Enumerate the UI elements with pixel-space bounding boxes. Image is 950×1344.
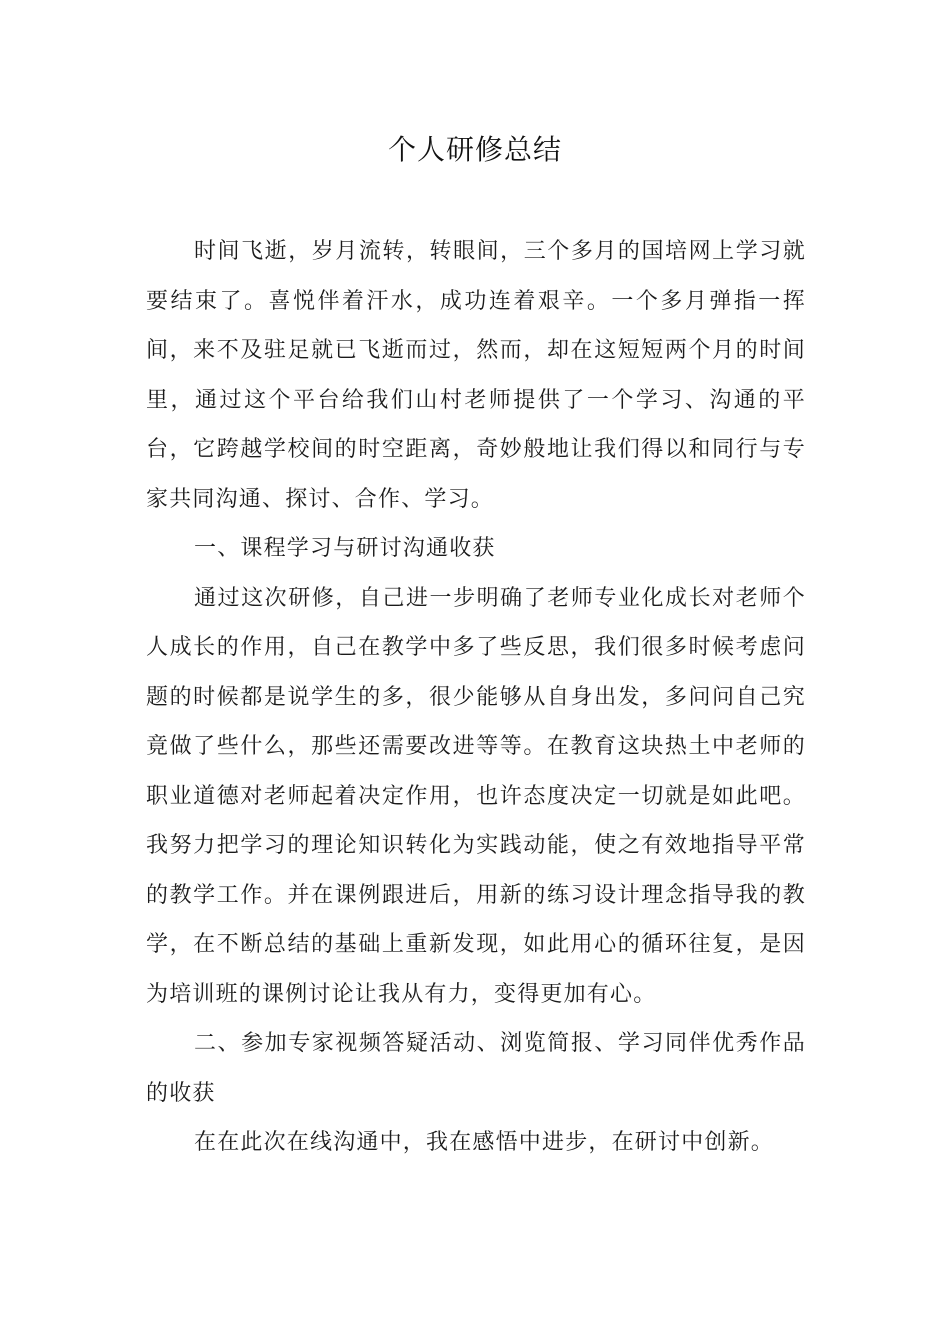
section-heading-1: 一、课程学习与研讨沟通收获	[194, 536, 496, 561]
section-heading-2: 二、参加专家视频答疑活动、浏览简报、学习同伴优秀作品的收获	[146, 1031, 806, 1106]
paragraph-intro: 时间飞逝，岁月流转，转眼间，三个多月的国培网上学习就要结束了。喜悦伴着汗水，成功连着艰辛。一个多月弹指一挥间，来不及驻足就已飞逝而过，然而，却在这短短两个月的时间里，通过这个平台给我们山村老师提供了一个学习、沟通的平台，它跨越学校间的时空距离，奇妙般地让我们得以和同行与专家共同沟通、探讨、合作、学习。	[146, 239, 806, 512]
paragraph-section-1: 通过这次研修，自己进一步明确了老师专业化成长对老师个人成长的作用，自己在教学中多了些反思，我们很多时候考虑问题的时候都是说学生的多，很少能够从自身出发，多问问自己究竟做了些什么，那些还需要改进等等。在教育这块热土中老师的职业道德对老师起着决定作用，也许态度决定一切就是如此吧。我努力把学习的理论知识转化为实践动能，使之有效地指导平常的教学工作。并在课例跟进后，用新的练习设计理念指导我的教学，在不断总结的基础上重新发现，如此用心的循环往复，是因为培训班的课例讨论让我从有力，变得更加有心。	[146, 585, 806, 1007]
document-body	[146, 227, 806, 1168]
paragraph-section-2: 在在此次在线沟通中，我在感悟中进步，在研讨中创新。	[194, 1130, 775, 1155]
document-title: 个人研修总结	[387, 133, 562, 166]
